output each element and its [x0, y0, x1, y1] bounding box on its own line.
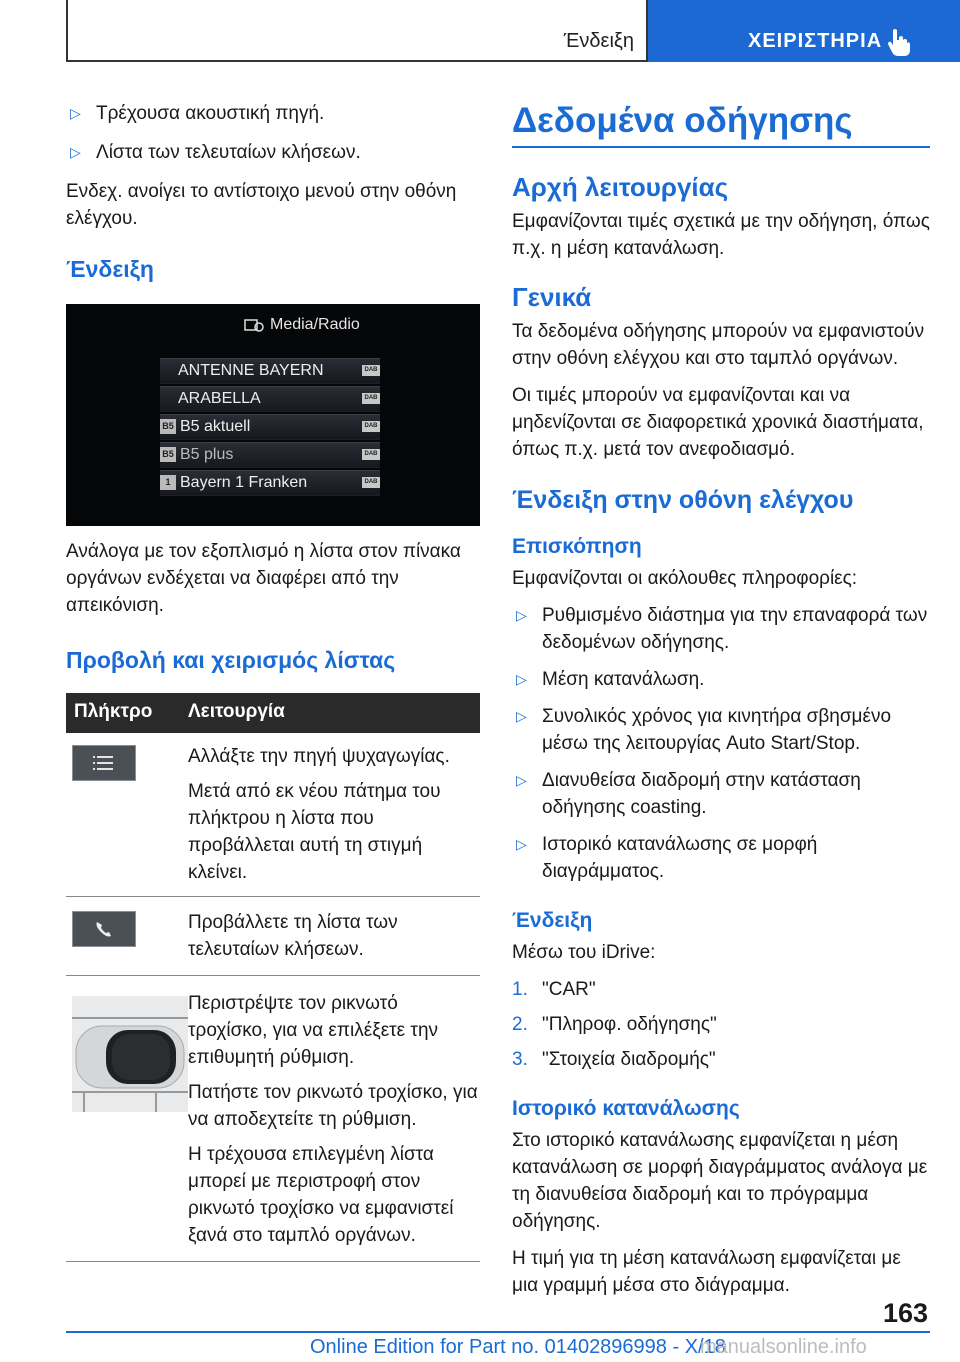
- heading-overview: Επισκόπηση: [512, 535, 642, 558]
- heading-general: Γενικά: [512, 282, 592, 312]
- heading-display-right: Ένδειξη: [512, 909, 593, 932]
- heading-consumption-history: Ιστορικό κατανάλωσης: [512, 1097, 740, 1120]
- dab-badge: DAB: [362, 393, 380, 404]
- table-row: Προβάλλετε τη λίστα των τελευταίων κλήσεων.: [66, 897, 480, 976]
- via-paragraph: Μέσω του iDrive:: [512, 942, 656, 963]
- heading-principle: Αρχή λειτουργίας: [512, 172, 729, 202]
- list-item: ▷ Τρέχουσα ακουστική πηγή.: [66, 100, 482, 127]
- list-item: ▷ Συνολικός χρόνος για κινητήρα σβησμένο μέσω της λειτουργίας Auto Start/Stop.: [512, 703, 930, 757]
- header-chapter-label: ΧΕΙΡΙΣΤΗΡΙΑ: [748, 30, 883, 52]
- list-item: 3. "Στοιχεία διαδρομής": [512, 1049, 716, 1070]
- header-section-label: Ένδειξη: [563, 30, 634, 52]
- list-item: ▷ Διανυθείσα διαδρομή στην κατάσταση οδήγησης coasting.: [512, 767, 930, 821]
- table-row: Περιστρέψτε τον ρικνωτό τροχίσκο, για να επιλέξετε την επιθυμητή ρύθμιση. Πατήστε τον ρικνωτό τροχίσκο, για να αποδεχτείτε τη ρύθμιση. Η τρέχουσα επιλεγμένη λίστα μπορεί με περιστροφή στον ρικνωτό τροχίσκο να εμφανιστεί ξανά στο ταμπλό οργάνων.: [66, 976, 480, 1262]
- table-header: Πλήκτρο Λειτουργία: [66, 693, 480, 733]
- dab-badge: DAB: [362, 421, 380, 432]
- dab-badge: DAB: [362, 449, 380, 460]
- station-logo-icon: B5: [160, 447, 176, 462]
- table-row: Αλλάξτε την πηγή ψυχαγωγίας. Μετά από εκ νέου πάτημα του πλήκτρου η λίστα που προβάλλεται αυτή τη στιγμή κλείνει.: [66, 733, 480, 897]
- hand-pointer-icon: [884, 26, 914, 56]
- list-button-icon: [72, 745, 136, 781]
- phone-button-icon: [72, 911, 136, 947]
- page-number: 163: [882, 1298, 928, 1328]
- triangle-bullet-icon: ▷: [70, 144, 81, 160]
- header-chapter-tab[interactable]: [648, 0, 960, 62]
- screenshot-caption: Ανάλογα με τον εξοπλισμό η λίστα στον πίνακα οργάνων ενδέχεται να διαφέρει από την απεικόνιση.: [66, 541, 461, 616]
- principle-paragraph: Εμφανίζονται τιμές σχετικά με την οδήγηση, όπως π.χ. η μέση κατανάλωση.: [512, 211, 930, 259]
- triangle-bullet-icon: ▷: [516, 708, 527, 724]
- station-row: ARABELLA DAB: [160, 386, 380, 412]
- footer-watermark: manualsonline.info: [700, 1336, 867, 1358]
- list-item: ▷ Ρυθμισμένο διάστημα για την επαναφορά των δεδομένων οδήγησης.: [512, 602, 930, 656]
- triangle-bullet-icon: ▷: [516, 607, 527, 623]
- intro-paragraph: Ενδεχ. ανοίγει το αντίστοιχο μενού στην οθόνη ελέγχου.: [66, 181, 457, 229]
- station-row: B5 B5 aktuell DAB: [160, 414, 380, 440]
- heading-driving-data: Δεδομένα οδήγησης: [512, 101, 853, 140]
- heading-list-control: Προβολή και χειρισμός λίστας: [66, 647, 396, 673]
- station-logo-icon: B5: [160, 419, 176, 434]
- list-item: 2. "Πληροφ. οδήγησης": [512, 1014, 717, 1035]
- triangle-bullet-icon: ▷: [70, 105, 81, 121]
- general-paragraph-2: Οι τιμές μπορούν να εμφανίζονται και να μηδενίζονται σε διαφορετικά χρονικά διαστήματα, όπως π.χ. μετά τον ανεφοδιασμό.: [512, 385, 924, 460]
- dab-badge: DAB: [362, 365, 380, 376]
- main-heading-block: [512, 100, 930, 148]
- list-item: ▷ Μέση κατανάλωση.: [512, 666, 930, 693]
- list-item: ▷ Ιστορικό κατανάλωσης σε μορφή διαγράμματος.: [512, 831, 930, 885]
- list-item: 1. "CAR": [512, 979, 596, 1000]
- station-row: B5 B5 plus DAB: [160, 442, 380, 468]
- list-item: ▷ Λίστα των τελευταίων κλήσεων.: [66, 139, 482, 166]
- dab-badge: DAB: [362, 477, 380, 488]
- heading-control-display: Ένδειξη στην οθόνη ελέγχου: [512, 486, 854, 514]
- history-paragraph-2: Η τιμή για τη μέση κατανάλωση εμφανίζεται με μια γραμμή μέσα στο διάγραμμα.: [512, 1248, 901, 1296]
- triangle-bullet-icon: ▷: [516, 671, 527, 687]
- thumbwheel-icon: [72, 996, 188, 1112]
- footer-rule: [66, 1331, 930, 1333]
- header-section-box: [66, 0, 648, 62]
- triangle-bullet-icon: ▷: [516, 772, 527, 788]
- station-logo-icon: 1: [160, 475, 176, 490]
- station-row: 1 Bayern 1 Franken DAB: [160, 470, 380, 496]
- screen-header: Media/Radio: [270, 316, 360, 333]
- media-radio-icon: [244, 317, 264, 333]
- triangle-bullet-icon: ▷: [516, 836, 527, 852]
- media-radio-screenshot: [66, 304, 480, 526]
- general-paragraph-1: Τα δεδομένα οδήγησης μπορούν να εμφανιστούν στην οθόνη ελέγχου και στο ταμπλό οργάνων.: [512, 321, 925, 369]
- button-function-table: [66, 693, 480, 1262]
- heading-display: Ένδειξη: [66, 256, 154, 282]
- overview-paragraph: Εμφανίζονται οι ακόλουθες πληροφορίες:: [512, 568, 858, 589]
- station-row: ANTENNE BAYERN DAB: [160, 358, 380, 384]
- right-column: [512, 100, 930, 1299]
- footer-edition: Online Edition for Part no. 01402896998 - X/18: [310, 1336, 726, 1358]
- left-column: [66, 100, 482, 1262]
- history-paragraph-1: Στο ιστορικό κατανάλωσης εμφανίζεται η μέση κατανάλωση σε μορφή διαγράμματος ανάλογα με τη διανυθείσα διαδρομή και το πρόγραμμα οδήγησης.: [512, 1130, 928, 1232]
